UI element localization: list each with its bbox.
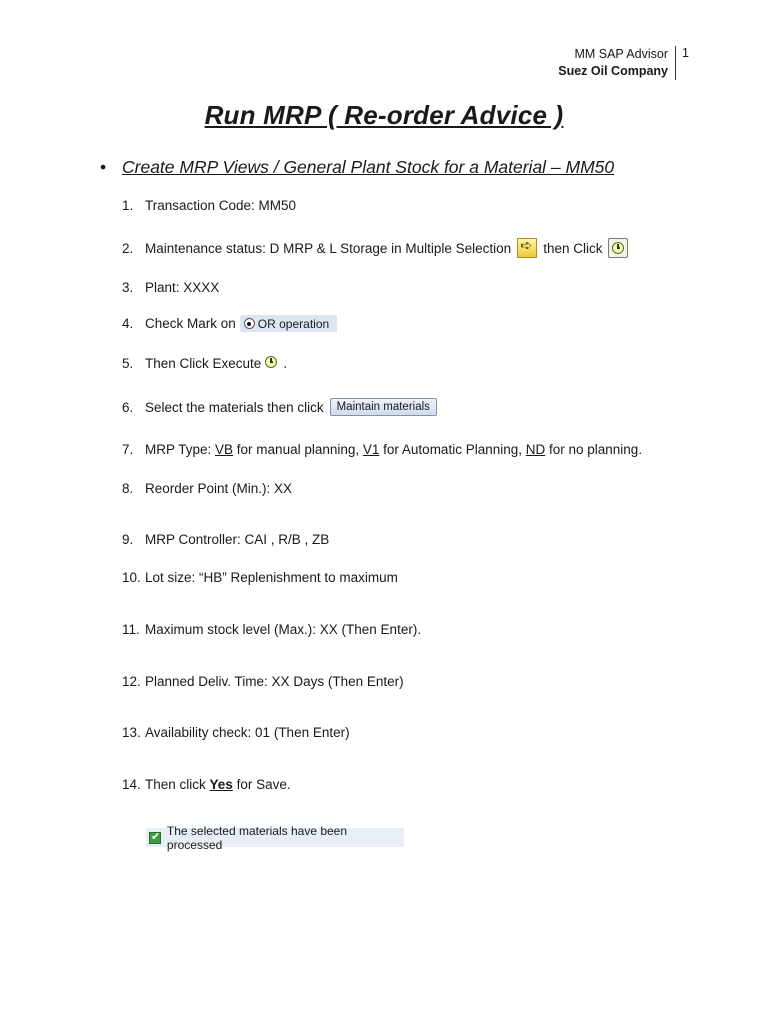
- page-number: 1: [682, 46, 689, 60]
- yes-label: Yes: [209, 777, 233, 792]
- step-8: [122, 481, 292, 496]
- mrp-type-nd: ND: [525, 442, 546, 457]
- step-11: [122, 622, 421, 637]
- step-5: [122, 355, 287, 371]
- radio-selected-icon[interactable]: [244, 318, 255, 329]
- green-check-icon: [149, 832, 161, 844]
- step-number: 8.: [122, 481, 134, 496]
- maintain-materials-button[interactable]: Maintain materials: [330, 398, 437, 416]
- step-3: [122, 280, 219, 295]
- header-advisor: MM SAP Advisor: [574, 47, 668, 61]
- step-number: 13.: [122, 725, 141, 740]
- step-number: 5.: [122, 355, 134, 371]
- step-text: Availability check: 01 (Then Enter): [145, 725, 350, 740]
- header-company: Suez Oil Company: [558, 64, 668, 78]
- multiple-selection-arrow-icon[interactable]: [517, 238, 537, 258]
- or-operation-label: OR operation: [257, 316, 330, 331]
- step-text: Transaction Code: MM50: [145, 198, 297, 213]
- step-text: Maintenance status: D MRP & L Storage in Multiple Selection: [145, 240, 512, 256]
- step-13: [122, 725, 350, 740]
- step-1: [122, 198, 296, 213]
- or-operation-radio[interactable]: [240, 315, 337, 332]
- step-9: [122, 532, 329, 547]
- bullet-icon: •: [100, 157, 107, 177]
- step-text-after: then Click: [543, 240, 603, 256]
- mrp-type-vb: VB: [215, 442, 234, 457]
- section-heading-text: Create MRP Views / General Plant Stock for a Material – MM50: [122, 157, 615, 177]
- step-number: 10.: [122, 570, 141, 585]
- execute-clock-icon[interactable]: [264, 355, 280, 371]
- step-number: 4.: [122, 316, 134, 331]
- page-header: [558, 46, 676, 80]
- mrp-type-v1: V1: [362, 442, 380, 457]
- step-number: 11.: [122, 622, 140, 637]
- step-text: Then click Yes for Save.: [145, 777, 291, 792]
- step-12: [122, 674, 404, 689]
- step-text: Reorder Point (Min.): XX: [145, 481, 293, 496]
- step-number: 2.: [122, 240, 134, 256]
- status-message-bar: [146, 823, 404, 852]
- step-text: Lot size: “HB” Replenishment to maximum: [145, 570, 398, 585]
- step-2: [122, 238, 628, 258]
- step-14: [122, 777, 291, 792]
- step-number: 7.: [122, 442, 134, 457]
- execute-clock-icon[interactable]: [608, 238, 628, 258]
- page-title: Run MRP ( Re-order Advice ): [204, 100, 564, 130]
- step-number: 9.: [122, 532, 134, 547]
- step-10: [122, 570, 398, 585]
- step-7: [122, 442, 642, 457]
- status-message-text: The selected materials have been processed: [166, 823, 348, 852]
- step-text: Planned Deliv. Time: XX Days (Then Enter): [145, 674, 404, 689]
- step-text: MRP Controller: CAI , R/B , ZB: [145, 532, 330, 547]
- step-number: 3.: [122, 280, 134, 295]
- step-6: [122, 398, 437, 416]
- step-text: Check Mark on: [145, 316, 236, 331]
- step-text: Select the materials then click: [145, 399, 324, 415]
- step-text: Plant: XXXX: [145, 280, 220, 295]
- step-text: MRP Type: VB for manual planning, V1 for Automatic Planning, ND for no planning.: [145, 442, 643, 457]
- step-number: 6.: [122, 399, 134, 415]
- step-text-after: .: [283, 355, 288, 371]
- step-4: [122, 315, 337, 332]
- step-text: Maximum stock level (Max.): XX (Then Enter).: [145, 622, 422, 637]
- step-number: 14.: [122, 777, 141, 792]
- step-number: 1.: [122, 198, 134, 213]
- step-text: Then Click Execute: [145, 355, 262, 371]
- step-number: 12.: [122, 674, 141, 689]
